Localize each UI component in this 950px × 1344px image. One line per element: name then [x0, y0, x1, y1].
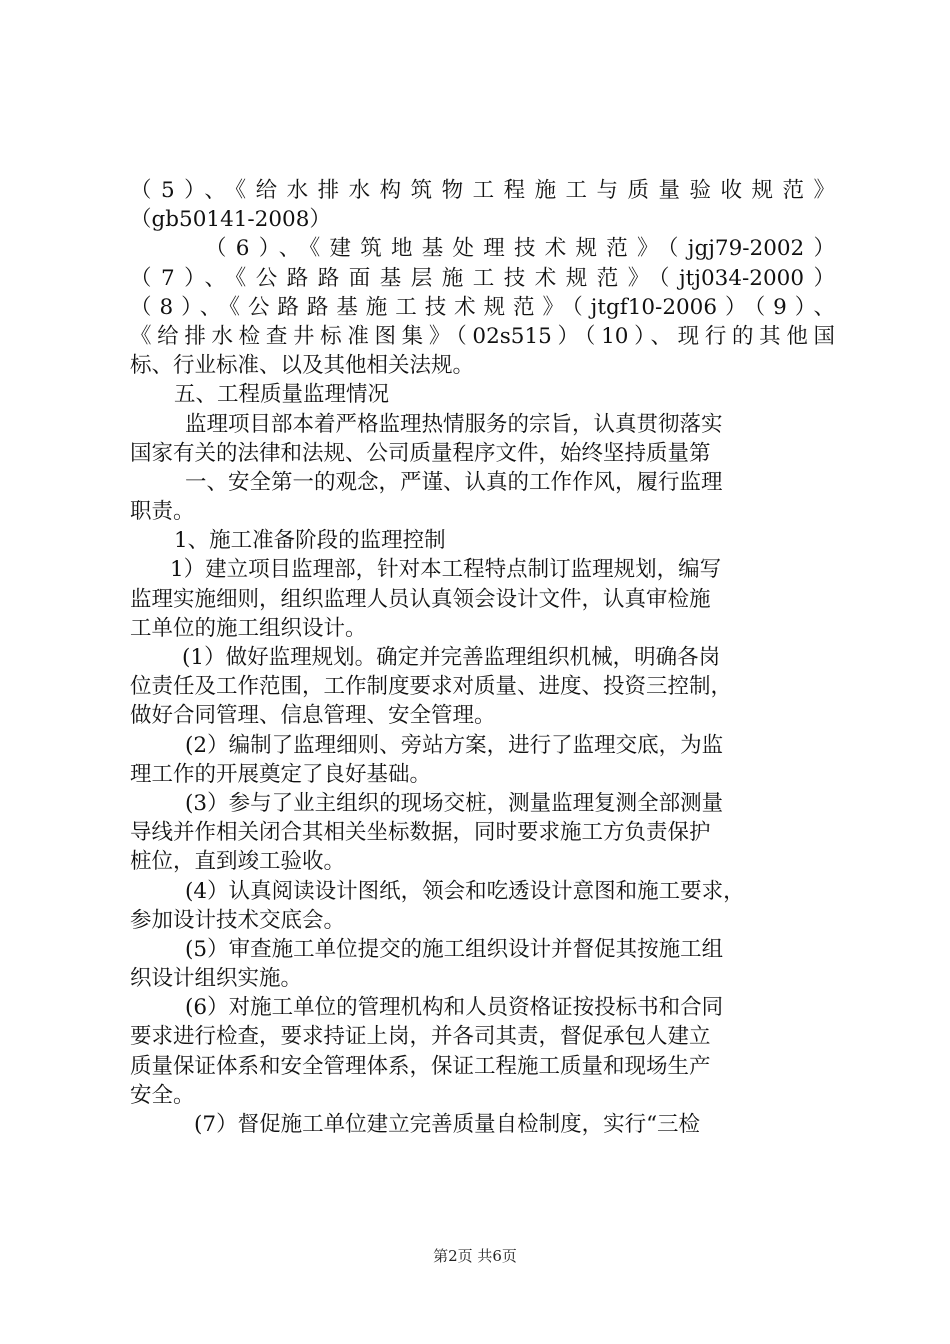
text-line: （5）、《给水排水构筑物工程施工与质量验收规范》: [130, 178, 835, 203]
document-body: [130, 176, 835, 1139]
page-footer: 第2页 共6页: [433, 1247, 517, 1265]
text-line: （8）、《公路路基施工技术规范》（jtgf10-2006）（9）、: [130, 294, 835, 320]
section-heading: 五、工程质量监理情况: [174, 382, 390, 408]
text-line: （gb50141-2008）: [130, 207, 331, 233]
text-line: 位责任及工作范围，工作制度要求对质量、进度、投资三控制，: [130, 674, 733, 700]
text-line: 监理项目部本着严格监理热情服务的宗旨，认真贯彻落实: [185, 411, 723, 437]
text-line: 一、安全第一的观念，严谨、认真的工作作风，履行监理: [185, 469, 723, 495]
text-line: 《给排水检查井标准图集》（02s515）（10）、现行的其他国: [130, 323, 835, 349]
text-line: 要求进行检查，要求持证上岗，并各司其责，督促承包人建立: [130, 1024, 711, 1050]
text-line: (7）督促施工单位建立完善质量自检制度，实行“三检: [194, 1112, 701, 1137]
text-line: 导线并作相关闭合其相关坐标数据，同时要求施工方负责保护: [130, 820, 711, 846]
text-line: 标、行业标准、以及其他相关法规。: [130, 353, 475, 379]
text-line: （6）、《建筑地基处理技术规范》（jgj79-2002）: [205, 236, 835, 262]
text-line: 质量保证体系和安全管理体系，保证工程施工质量和现场生产: [130, 1053, 711, 1079]
text-line: (6）对施工单位的管理机构和人员资格证按投标书和合同: [185, 995, 724, 1021]
text-line: 理工作的开展奠定了良好基础。: [130, 761, 432, 787]
text-line: 1）建立项目监理部，针对本工程特点制订监理规划，编写: [170, 557, 722, 583]
text-line: 桩位，直到竣工验收。: [130, 849, 346, 875]
text-line: (4）认真阅读设计图纸，领会和吃透设计意图和施工要求，: [185, 878, 745, 904]
text-line: 监理实施细则，组织监理人员认真领会设计文件，认真审检施: [130, 586, 711, 612]
text-line: 织设计组织实施。: [130, 966, 303, 992]
text-line: 做好合同管理、信息管理、安全管理。: [130, 703, 496, 729]
subsection-heading: 1、施工准备阶段的监理控制: [174, 528, 446, 554]
text-line: (3）参与了业主组织的现场交桩，测量监理复测全部测量: [185, 790, 724, 816]
text-line: (5）审查施工单位提交的施工组织设计并督促其按施工组: [185, 936, 724, 962]
text-line: 安全。: [130, 1082, 195, 1108]
text-line: 参加设计技术交底会。: [130, 907, 346, 933]
text-line: 国家有关的法律和法规、公司质量程序文件，始终坚持质量第: [130, 440, 711, 466]
text-line: 工单位的施工组织设计。: [130, 615, 367, 641]
text-line: (2）编制了监理细则、旁站方案，进行了监理交底，为监: [185, 732, 724, 758]
text-line: 职责。: [130, 499, 195, 525]
text-line: （7）、《公路路面基层施工技术规范》（jtj034-2000）: [130, 265, 835, 291]
text-line: (1）做好监理规划。确定并完善监理组织机械，明确各岗: [182, 645, 721, 670]
